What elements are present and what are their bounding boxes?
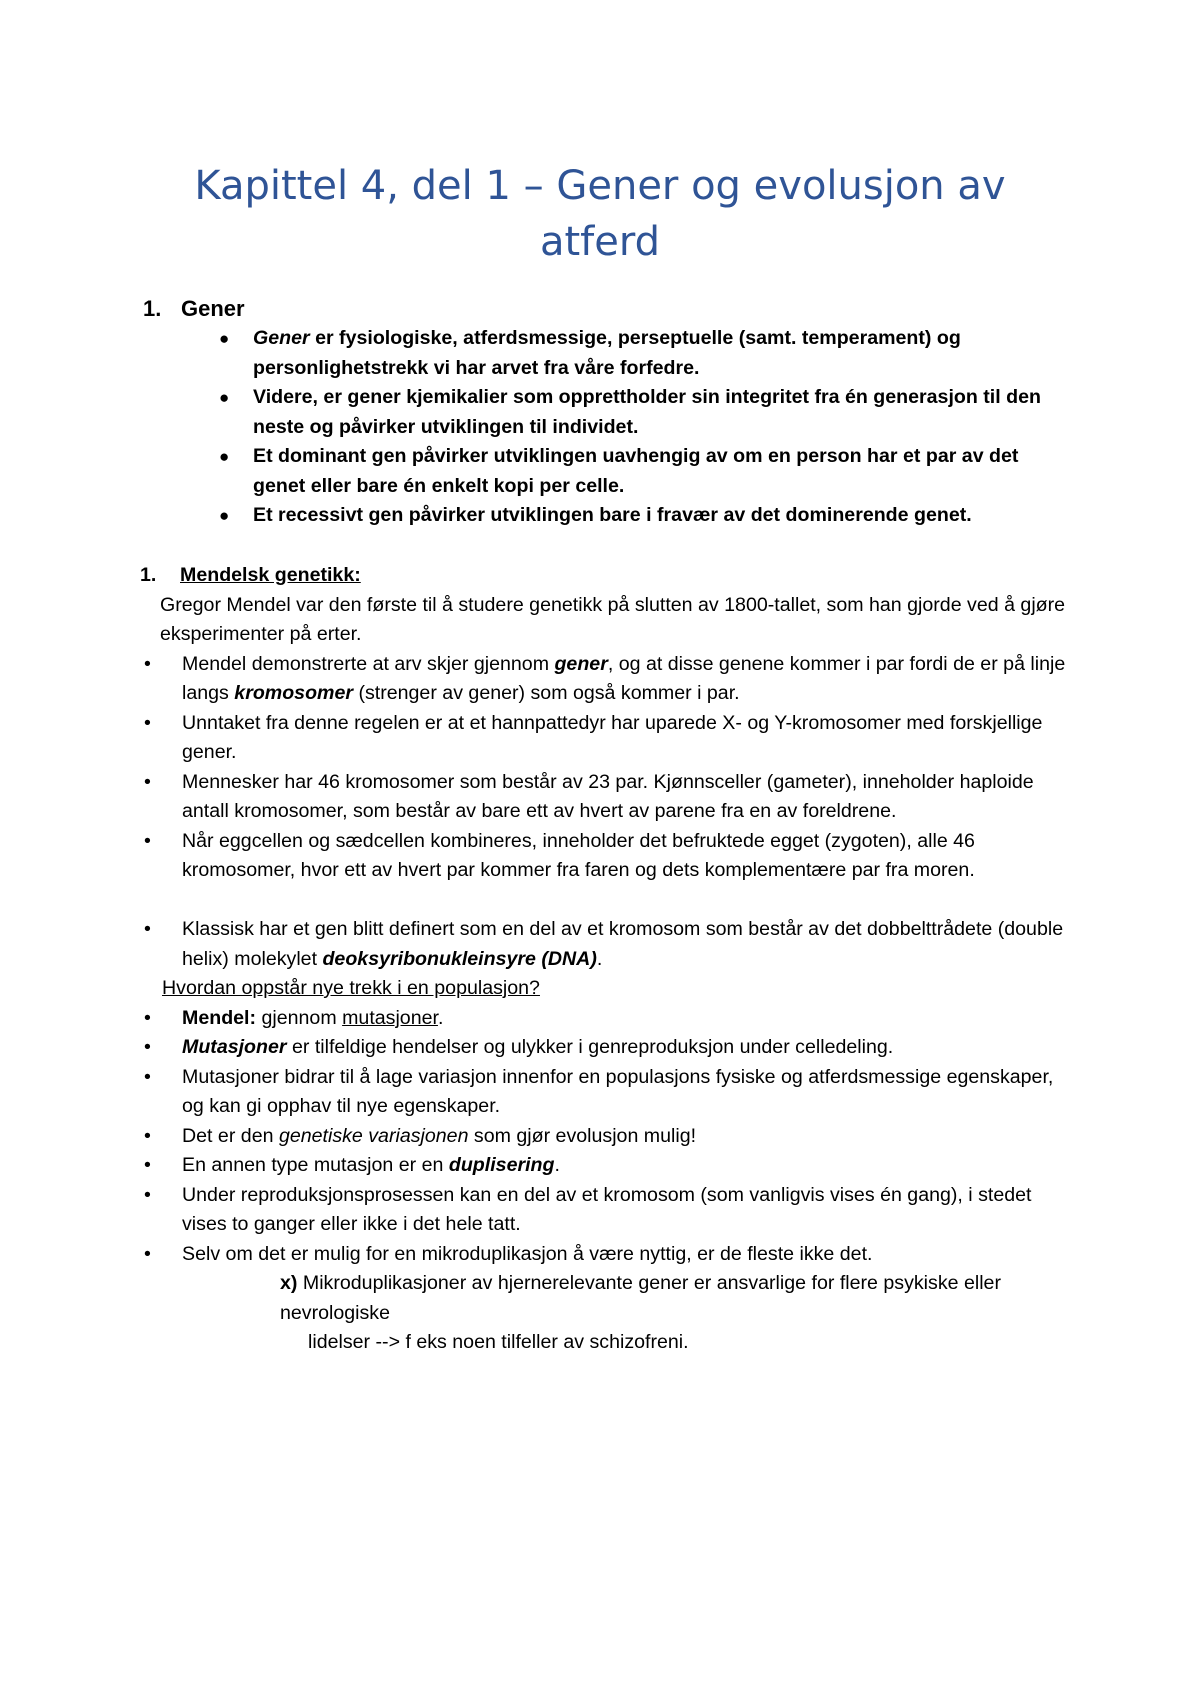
list-item bbox=[219, 442, 1063, 501]
section-heading-text: Gener bbox=[181, 296, 245, 321]
list-item bbox=[144, 827, 1070, 886]
list-item bbox=[144, 1122, 1070, 1152]
bullet-icon: • bbox=[144, 829, 151, 852]
section-heading-text: Mendelsk genetikk: bbox=[180, 564, 361, 586]
emphasis-text: kromosomer bbox=[234, 682, 353, 704]
item-text: En annen type mutasjon er en bbox=[182, 1154, 449, 1176]
bullet-list bbox=[143, 324, 1063, 531]
question-text: Hvordan oppstår nye trekk i en populasjon? bbox=[162, 977, 540, 999]
item-text: . bbox=[437, 1006, 444, 1029]
item-text: , og at disse genene kommer i par fordi de er på linje langs bbox=[182, 652, 1066, 704]
item-text: Videre, er gener kjemikalier som opprettholder sin integritet fra én generasjon til den neste og påvirker utviklingen til individet. bbox=[253, 386, 1041, 438]
item-text: Mennesker har 46 kromosomer som består av 23 par. Kjønnsceller (gameter), inneholder haploide antall kromosomer, som består av bare ett av hvert av parene fra en av foreldrene. bbox=[182, 770, 1034, 822]
section-heading bbox=[143, 294, 1063, 324]
item-text: gjennom bbox=[256, 1006, 343, 1029]
section-number: 1. bbox=[140, 564, 157, 586]
item-text: Et recessivt gen påvirker utviklingen bare i fravær av det dominerende genet. bbox=[253, 504, 972, 526]
bullet-list bbox=[140, 915, 1070, 974]
item-text: . bbox=[596, 947, 603, 970]
underlined-text: mutasjoner bbox=[342, 1006, 438, 1029]
item-text: Klassisk har et gen blitt definert som en del av et kromosom som består av det dobbelttrådete (double helix) molekylet bbox=[182, 918, 1064, 970]
emphasis-text: Gener bbox=[253, 327, 310, 349]
item-text: er tilfeldige hendelser og ulykker i genreproduksjon under celledeling. bbox=[286, 1036, 894, 1058]
spacer bbox=[140, 886, 1070, 916]
bullet-icon: • bbox=[144, 1006, 151, 1029]
subheading-question bbox=[140, 974, 1070, 1004]
list-item bbox=[144, 650, 1070, 709]
item-text: (strenger av gener) som også kommer i par. bbox=[353, 682, 740, 704]
list-item bbox=[144, 1240, 1070, 1270]
emphasis-text: deoksyribonukleinsyre (DNA) bbox=[322, 947, 597, 970]
bullet-icon: • bbox=[144, 1242, 151, 1265]
bullet-icon: • bbox=[144, 711, 151, 734]
list-item bbox=[144, 768, 1070, 827]
emphasis-text: duplisering bbox=[448, 1154, 555, 1176]
intro-paragraph: Gregor Mendel var den første til å studere genetikk på slutten av 1800-tallet, som han gjorde ved å gjøre eksperimenter på erter. bbox=[160, 593, 1066, 645]
list-item bbox=[219, 324, 1063, 383]
list-item bbox=[144, 1063, 1070, 1122]
list-item bbox=[144, 915, 1070, 974]
note-text: Mikroduplikasjoner av hjernerelevante gener er ansvarlige for flere psykiske eller nevrologiske bbox=[280, 1272, 1001, 1324]
note-line bbox=[140, 1269, 1070, 1328]
bullet-icon: • bbox=[144, 918, 151, 940]
section-mendelsk-genetikk bbox=[140, 561, 1070, 1358]
section-number: 1. bbox=[143, 296, 162, 321]
bullet-icon: • bbox=[144, 770, 151, 793]
bullet-icon: • bbox=[144, 1124, 151, 1147]
item-text: . bbox=[554, 1154, 560, 1176]
list-item bbox=[144, 1004, 1070, 1034]
page-title: Kapittel 4, del 1 – Gener og evolusjon av atferd bbox=[194, 163, 1006, 265]
emphasis-text: genetiske variasjonen bbox=[278, 1124, 469, 1147]
list-item bbox=[144, 709, 1070, 768]
emphasis-text: gener bbox=[554, 652, 608, 675]
item-text: Mendel demonstrerte at arv skjer gjennom bbox=[182, 652, 555, 675]
bullet-icon: ● bbox=[219, 447, 230, 466]
item-text: Når eggcellen og sædcellen kombineres, inneholder det befruktede egget (zygoten), alle 46 kromosomer, hvor ett av hvert par kommer fra faren og dets komplementære par fra moren. bbox=[182, 829, 975, 881]
bullet-icon: • bbox=[144, 652, 151, 675]
list-item bbox=[144, 1181, 1070, 1240]
section-heading bbox=[140, 561, 1070, 591]
bullet-list bbox=[140, 650, 1070, 886]
bullet-icon: • bbox=[144, 1036, 151, 1058]
bullet-icon: ● bbox=[219, 388, 230, 407]
bullet-icon: • bbox=[144, 1065, 151, 1088]
item-text: som gjør evolusjon mulig! bbox=[468, 1124, 697, 1147]
list-item bbox=[219, 383, 1063, 442]
item-text: Selv om det er mulig for en mikroduplikasjon å være nyttig, er de fleste ikke det. bbox=[182, 1242, 873, 1265]
bullet-icon: ● bbox=[219, 329, 230, 348]
item-text: Det er den bbox=[182, 1124, 279, 1147]
note-continuation: lidelser --> f eks noen tilfeller av schizofreni. bbox=[308, 1331, 689, 1353]
bullet-icon: • bbox=[144, 1154, 151, 1176]
bullet-icon: • bbox=[144, 1183, 151, 1206]
note-label: x) bbox=[280, 1272, 298, 1294]
item-text: Under reproduksjonsprosessen kan en del av et kromosom (som vanligvis vises én gang), i stedet vises to ganger eller ikke i det hele tatt. bbox=[182, 1183, 1032, 1235]
list-item bbox=[144, 1033, 1070, 1063]
section-gener bbox=[143, 294, 1063, 531]
emphasis-text: Mendel: bbox=[182, 1006, 257, 1029]
bullet-list bbox=[140, 1004, 1070, 1270]
emphasis-text: Mutasjoner bbox=[182, 1036, 287, 1058]
item-text: Et dominant gen påvirker utviklingen uavhengig av om en person har et par av det genet eller bare én enkelt kopi per celle. bbox=[253, 445, 1019, 497]
item-text: Unntaket fra denne regelen er at et hannpattedyr har uparede X- og Y-kromosomer med forskjellige gener. bbox=[182, 711, 1043, 763]
bullet-icon: ● bbox=[219, 506, 230, 525]
list-item bbox=[219, 501, 1063, 531]
item-text: Mutasjoner bidrar til å lage variasjon innenfor en populasjons fysiske og atferdsmessige egenskaper, og kan gi opphav til nye egenskaper. bbox=[182, 1065, 1054, 1117]
list-item bbox=[144, 1151, 1070, 1181]
item-text: er fysiologiske, atferdsmessige, perseptuelle (samt. temperament) og personlighetstrekk vi har arvet fra våre forfedre. bbox=[253, 327, 961, 379]
